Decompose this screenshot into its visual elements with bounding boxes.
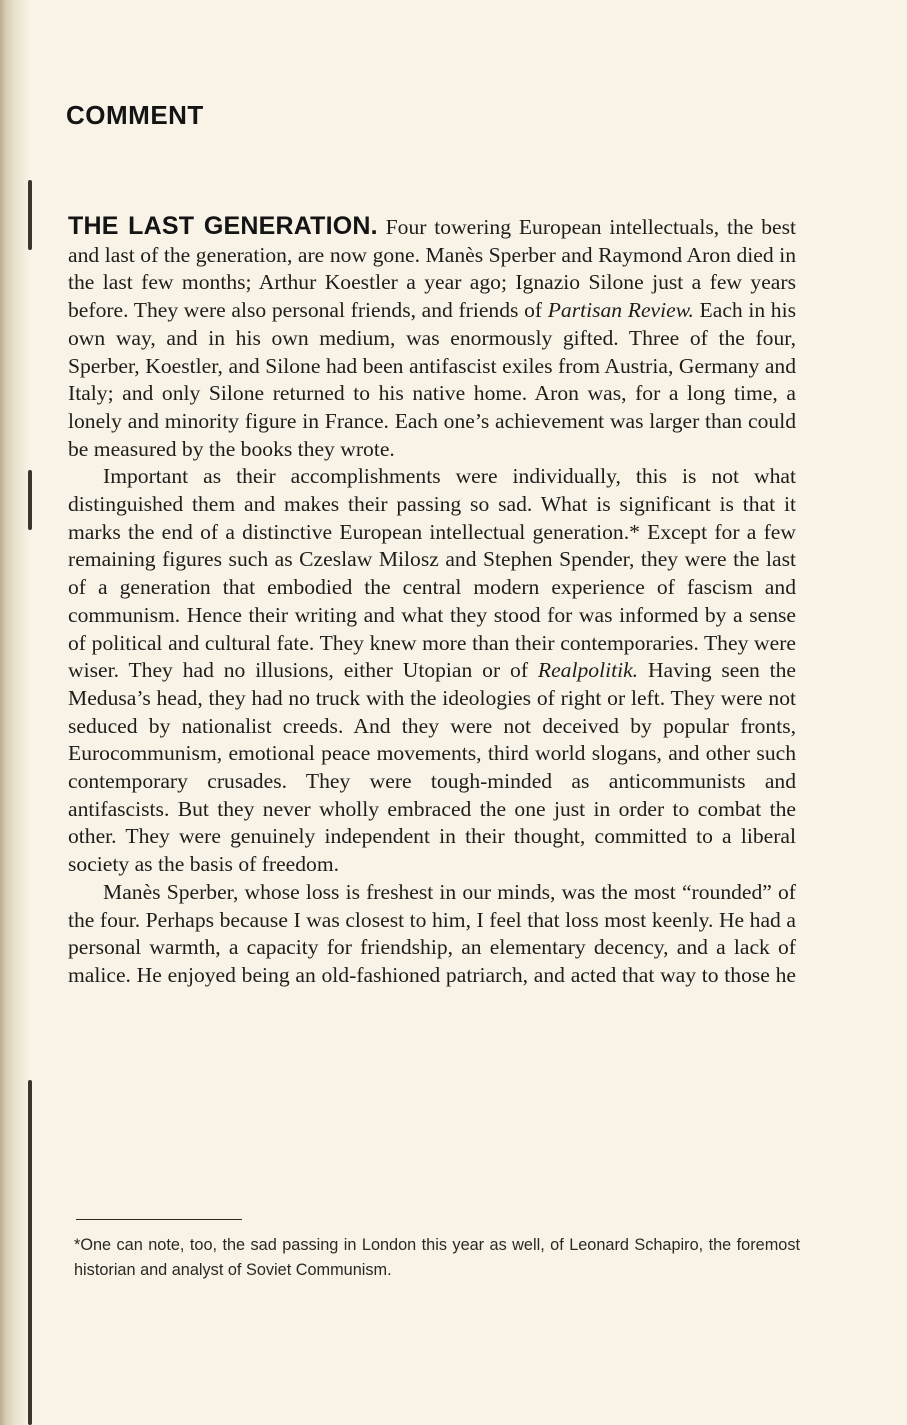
binding-shadow-mark <box>28 180 32 250</box>
article-paragraph <box>68 213 796 463</box>
article-paragraph: Manès Sperber, whose loss is freshest in our minds, was the most “rounded” of the four. Perhaps because I was closest to him, I feel that loss most keenly. He had a personal warmth, a capacity for friendship, an elementary decency, and a lack of malice. He enjoyed being an old-fashioned patriarch, and acted that way to those he <box>68 879 796 987</box>
page-binding-gutter <box>0 0 30 1425</box>
article-body <box>68 213 796 990</box>
footnote: *One can note, too, the sad passing in London this year as well, of Leonard Schapiro, the foremost historian and analyst of Soviet Communism. <box>74 1236 800 1279</box>
binding-shadow-mark <box>28 470 32 530</box>
footnote-divider <box>76 1219 242 1220</box>
article-paragraph: Important as their accomplishments were individually, this is not what distinguished them and makes their passing so sad. What is significant is that it marks the end of a distinctive European intellectual generation.* Except for a few remaining figures such as Czeslaw Milosz and Stephen Spender, they were the last of a generation that embodied the central modern experience of fascism and communism. Hence their writing and what they stood for was informed by a sense of political and cultural fate. They knew more than their contemporaries. They were wiser. They had no illusions, either Utopian or of Realpolitik. Having seen the Medusa’s head, they had no truck with the ideologies of right or left. They were not seduced by nationalist creeds. And they were not deceived by popular fronts, Eurocommunism, emotional peace movements, third world slogans, and other such contemporary crusades. They were tough-minded as anticommunists and antifascists. But they never wholly embraced the one just in order to combat the other. They were genuinely independent in their thought, committed to a liberal society as the basis of freedom. <box>68 464 797 877</box>
section-heading: COMMENT <box>66 100 204 130</box>
binding-shadow-mark <box>28 1080 32 1425</box>
article-title: THE LAST GENERATION. <box>68 212 378 240</box>
paragraph-text: Four towering European intellectuals, the best and last of the generation, are now gone. Manès Sperber and Raymond Aron died in the last few months; Arthur Koestler a year ago; Ignazio Silone just a few years before. They were also personal friends, and friends of Partisan Review. Each in his own way, and in his own medium, was enormously gifted. Three of the four, Sperber, Koestler, and Silone had been antifascist exiles from Austria, Germany and Italy; and only Silone returned to his native home. Aron was, for a long time, a lonely and minority figure in France. Each one’s achievement was larger than could be measured by the books they wrote. <box>68 215 796 461</box>
